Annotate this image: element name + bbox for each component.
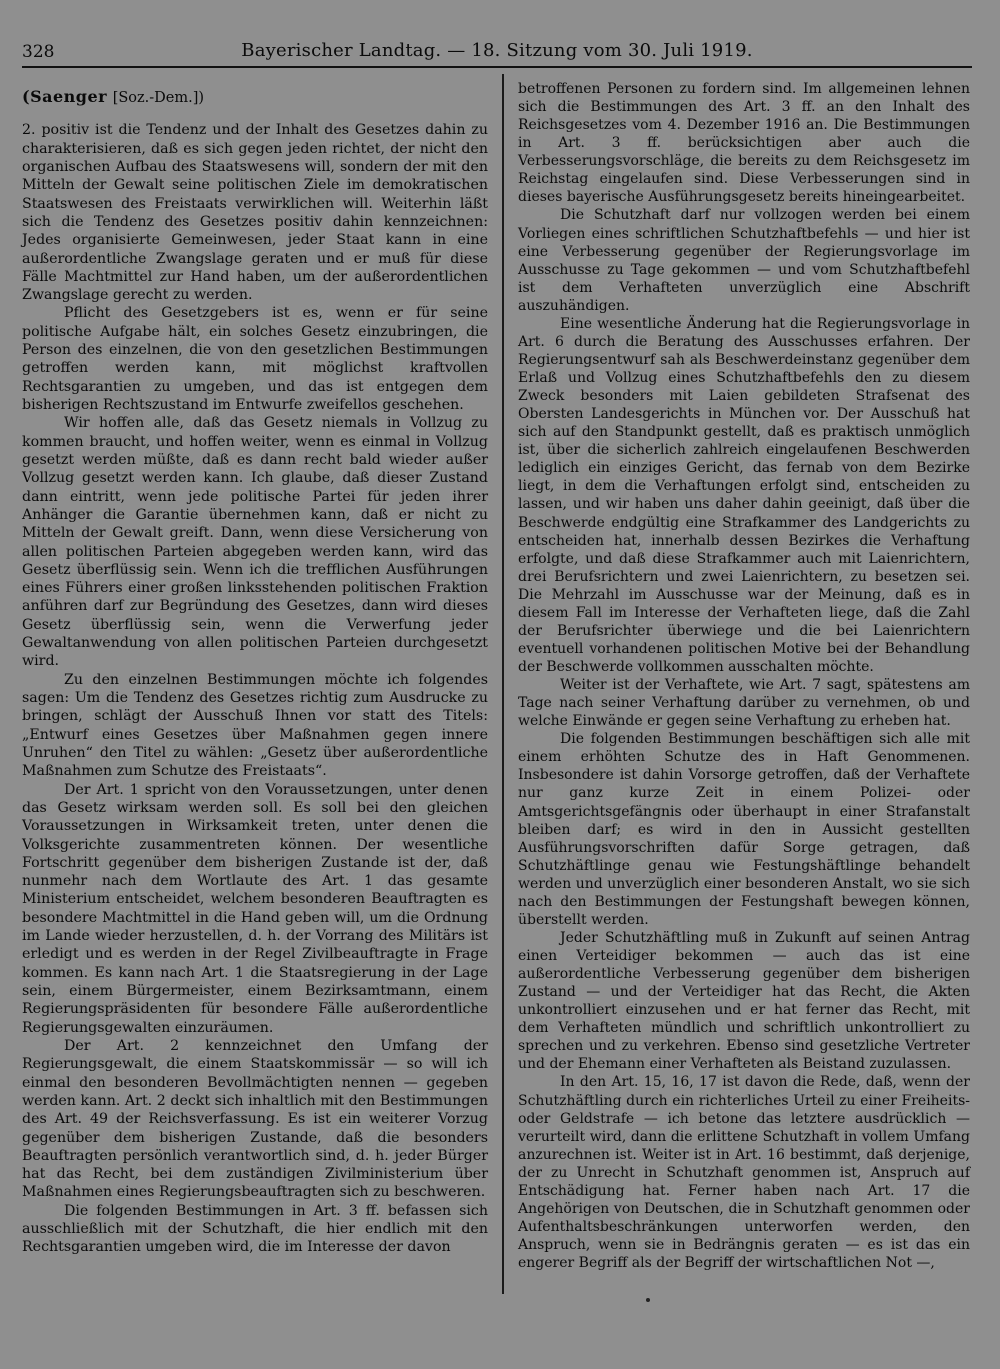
paragraph: 2. positiv ist die Tendenz und der Inhalt des Gesetzes dahin zu charakterisieren, daß es sich gegen jeden richtet, der nicht den organischen Aufbau des Staatswesens will, sondern der mit den Mitteln der Gewalt seine politischen Ziele im demokratischen Staatswesen des Freistaats verwirklichen will. Weiterhin läßt sich die Tendenz des Gesetzes positiv dahin kennzeichnen: Jedes organisierte Gemeinwesen, jeder Staat kann in eine außerordentliche Zwangslage geraten und er muß für diese Fälle Machtmittel zur Hand haben, um der außerordentlichen Zwangslage gerecht zu werden. xyxy=(22,122,488,304)
page-header xyxy=(22,40,972,68)
paragraph: Eine wesentliche Änderung hat die Regierungsvorlage in Art. 6 durch die Beratung des Ausschusses erfahren. Der Regierungsentwurf sah als Beschwerdeinstanz gegenüber dem Erlaß und Vollzug eines Schutzhaftbefehls den zu diesem Zweck besonders mit Laien gebildeten Strafsenat des Obersten Landesgerichts in München vor. Der Ausschuß hat sich auf den Standpunkt gestellt, daß es praktisch unmöglich ist, über die sicherlich zahlreich eingelaufenen Beschwerden lediglich ein einziges Gericht, das fernab von dem Bezirke liegt, in dem die Verhaftungen erfolgt sind, entscheiden zu lassen, und wir haben uns daher dahin geeinigt, daß über die Beschwerde endgültig eine Strafkammer des Landgerichts zu entscheiden hat, innerhalb dessen Bezirkes die Verhaftung erfolgte, und daß diese Strafkammer auch mit Laienrichtern, drei Berufsrichtern und zwei Laienrichtern, zu besetzen sei. Die Mehrzahl im Ausschusse war der Meinung, daß es in diesem Fall im Interesse der Verhafteten liege, daß die Zahl der Berufsrichter überwiege und die bei Laienrichtern eventuell vorhandenen politischen Motive bei der Behandlung der Beschwerde vollkommen ausschalten möchte. xyxy=(518,315,970,675)
speaker-party: [Soz.-Dem.]) xyxy=(112,90,205,106)
paragraph: Der Art. 2 kennzeichnet den Umfang der Regierungsgewalt, die einem Staatskommissär — so will ich einmal den besonderen Bevollmächtigten nennen — gegeben werden kann. Art. 2 deckt sich inhaltlich mit den Bestimmungen des Art. 49 der Reichsverfassung. Es ist ein weiterer Vorzug gegenüber dem bisherigen Zustande, daß die besonders Beauftragten persönlich verantwortlich sind, d. h. jeder Bürger hat das Recht, bei dem zuständigen Zivilministerium über Maßnahmen eines Regierungsbeauftragten sich zu beschweren. xyxy=(22,1037,488,1201)
paragraph: Zu den einzelnen Bestimmungen möchte ich folgendes sagen: Um die Tendenz des Gesetzes richtig zum Ausdrucke zu bringen, schlägt der Ausschuß Ihnen vor statt des Titels: „Entwurf eines Gesetzes über Maßnahmen gegen innere Unruhen“ den Titel zu wählen: „Gesetz über außerordentliche Maßnahmen zum Schutze des Freistaats“. xyxy=(22,671,488,780)
paragraph: Die Schutzhaft darf nur vollzogen werden bei einem Vorliegen eines schriftlichen Schutzhaftbefehls — und hier ist eine Verbesserung gegenüber der Regierungsvorlage im Ausschusse zu Tage gekommen — und vom Schutzhaftbefehl ist dem Verhafteten unverzüglich eine Abschrift auszuhändigen. xyxy=(518,207,970,314)
left-column xyxy=(22,82,488,1257)
page-number: 328 xyxy=(22,42,55,62)
right-column xyxy=(518,80,970,1272)
paragraph: Der Art. 1 spricht von den Voraussetzungen, unter denen das Gesetz wirksam werden soll. Es soll bei den gleichen Voraussetzungen in Wirksamkeit treten, unter denen die Volksgerichte zusammentreten können. Der wesentliche Fortschritt gegenüber dem bisherigen Zustande ist der, daß nunmehr nach dem Wortlaute des Art. 1 das gesamte Ministerium entscheidet, welchem besonderen Beauftragten es besondere Machtmittel in die Hand geben will, um die Ordnung im Lande wieder herzustellen, d. h. der Vorrang des Militärs ist erledigt und es werden in der Regel Zivilbeauftragte in Frage kommen. Es kann nach Art. 1 die Staatsregierung in der Lage sein, einem Bürgermeister, einem Bezirksamtmann, einem Regierungspräsidenten für besondere Fälle außerordentliche Regierungsgewalten einzuräumen. xyxy=(22,781,488,1036)
print-mark xyxy=(646,1298,650,1302)
column-divider xyxy=(502,74,504,1294)
running-head: Bayerischer Landtag. — 18. Sitzung vom 30. Juli 1919. xyxy=(241,40,753,61)
paragraph: betroffenen Personen zu fordern sind. Im allgemeinen lehnen sich die Bestimmungen des Art. 3 ff. an den Inhalt des Reichsgesetzes vom 4. Dezember 1916 an. Die Bestimmungen in Art. 3 ff. berücksichtigen aber auch die Verbesserungsvorschläge, die bereits zu dem Reichsgesetz im Reichstag eingelaufen sind. Diese Verbesserungen sind in dieses bayerische Ausführungsgesetz bereits hineingearbeitet. xyxy=(518,81,970,206)
speaker-name: (Saenger xyxy=(22,87,108,106)
paragraph: Jeder Schutzhäftling muß in Zukunft auf seinen Antrag einen Verteidiger bekommen — auch das ist eine außerordentliche Verbesserung gegenüber dem bisherigen Zustand — und der Verteidiger hat das Recht, die Akten unkontrolliert einzusehen und er hat ferner das Recht, mit dem Verhafteten mündlich und schriftlich unkontrolliert zu sprechen und zu verkehren. Ebenso sind gesetzliche Vertreter und der Ehemann einer Verhafteten als Beistand zuzulassen. xyxy=(518,929,970,1073)
paragraph: Pflicht des Gesetzgebers ist es, wenn er für seine politische Aufgabe hält, ein solches Gesetz einzubringen, die Person des einzelnen, die von den gesetzlichen Bestimmungen getroffen werden kann, mit möglichst kraftvollen Rechtsgarantien zu umgeben, und das ist entgegen dem bisherigen Rechtszustand im Entwurfe zweifellos geschehen. xyxy=(22,305,488,413)
speaker-heading xyxy=(22,88,488,107)
paragraph: Wir hoffen alle, daß das Gesetz niemals in Vollzug zu kommen braucht, und hoffen weiter, wenn es einmal in Vollzug gesetzt werden müßte, daß es dann recht bald wieder außer Vollzug gesetzt werden kann. Ich glaube, daß dieser Zustand dann eintritt, wenn jede politische Partei für jeden ihrer Anhänger die Garantie übernehmen kann, daß er nicht zu Mitteln der Gewalt greift. Dann, wenn diese Versicherung von allen politischen Parteien abgegeben werden kann, wird das Gesetz überflüssig sein. Wenn ich die trefflichen Ausführungen eines Führers einer großen linksstehenden politischen Fraktion anführen darf zur Begründung des Gesetzes, dann wird dieses Gesetz überflüssig sein, wenn die Verwerfung jeder Gewaltanwendung von allen politischen Parteien durchgesetzt wird. xyxy=(22,415,488,670)
paragraph: Die folgenden Bestimmungen beschäftigen sich alle mit einem erhöhten Schutze des in Haft Genommenen. Insbesondere ist dahin Vorsorge getroffen, daß der Verhaftete nur ganz kurze Zeit in einem Polizei- oder Amtsgerichtsgefängnis oder überhaupt in einer Strafanstalt bleiben darf; es wird in den in Aussicht gestellten Ausführungsvorschriften dafür Sorge getragen, daß Schutzhäftlinge genau wie Festungshäftlinge behandelt werden und unverzüglich einer besonderen Anstalt, wo sie sich nach den Bestimmungen der Festungshaft bewegen können, überstellt werden. xyxy=(518,731,970,928)
paragraph: Weiter ist der Verhaftete, wie Art. 7 sagt, spätestens am Tage nach seiner Verhaftung darüber zu vernehmen, ob und welche Einwände er gegen seine Verhaftung zu erheben hat. xyxy=(518,677,970,730)
paragraph: In den Art. 15, 16, 17 ist davon die Rede, daß, wenn der Schutzhäftling durch ein richterliches Urteil zu einer Freiheits- oder Geldstrafe — ich betone das letztere ausdrücklich — verurteilt wird, dann die erlittene Schutzhaft in vollem Umfang anzurechnen ist. Weiter ist in Art. 16 bestimmt, daß derjenige, der zu Unrecht in Schutzhaft genommen ist, Anspruch auf Entschädigung hat. Ferner haben nach Art. 17 die Angehörigen von Deutschen, die in Schutzhaft genommen oder Aufenthaltsbeschränkungen unterworfen werden, den Anspruch, wenn sie in Bedrängnis geraten — es ist das ein engerer Begriff als der Begriff der wirtschaftlichen Not —, xyxy=(518,1074,970,1272)
paragraph: Die folgenden Bestimmungen in Art. 3 ff. befassen sich ausschließlich mit der Schutzhaft, die hier endlich mit den Rechtsgarantien umgeben wird, die im Interesse der davon xyxy=(22,1202,488,1256)
